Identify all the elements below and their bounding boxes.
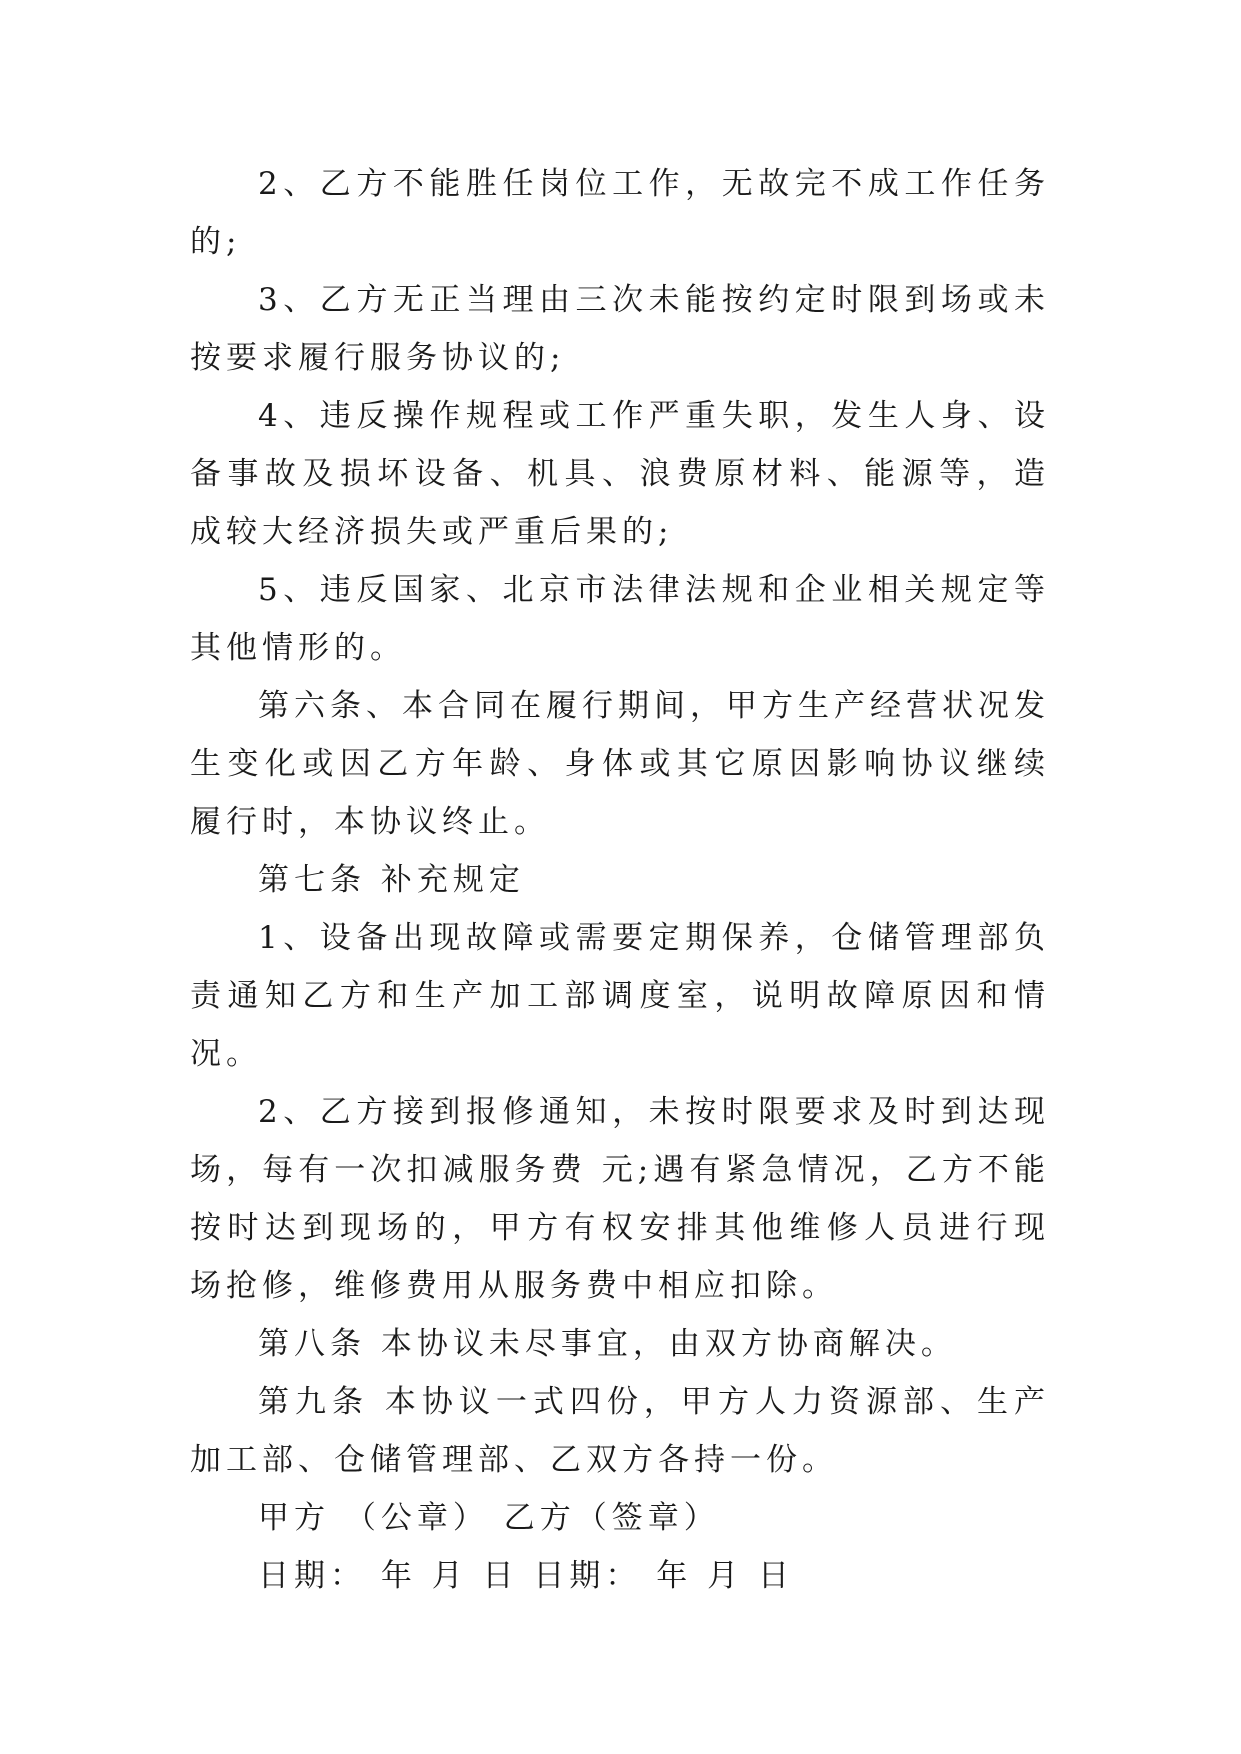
- article-9: 第九条 本协议一式四份，甲方人力资源部、生产加工部、仓储管理部、乙双方各持一份。: [190, 1384, 1050, 1478]
- clause-2-incompetence: 2、乙方不能胜任岗位工作，无故完不成工作任务的;: [190, 166, 1050, 260]
- article-8: 第八条 本协议未尽事宜，由双方协商解决。: [258, 1326, 957, 1362]
- date-line: 日期： 年 月 日 日期： 年 月 日: [258, 1558, 794, 1594]
- document-body: [190, 155, 1050, 1605]
- article-6: 第六条、本合同在履行期间，甲方生产经营状况发生变化或因乙方年龄、身体或其它原因影响协议继续履行时，本协议终止。: [190, 688, 1050, 840]
- article-7-item-1: 1、设备出现故障或需要定期保养，仓储管理部负责通知乙方和生产加工部调度室，说明故障原因和情况。: [190, 920, 1050, 1072]
- article-7-heading: 第七条 补充规定: [258, 862, 525, 898]
- signature-line: 甲方 （公章） 乙方（签章）: [258, 1500, 720, 1536]
- article-7-item-2: 2、乙方接到报修通知，未按时限要求及时到达现场，每有一次扣减服务费 元;遇有紧急情况，乙方不能按时达到现场的，甲方有权安排其他维修人员进行现场抢修，维修费用从服务费中相应扣除。: [190, 1094, 1050, 1304]
- clause-4-violation: 4、违反操作规程或工作严重失职，发生人身、设备事故及损坏设备、机具、浪费原材料、能源等，造成较大经济损失或严重后果的;: [190, 398, 1050, 550]
- clause-5-other: 5、违反国家、北京市法律法规和企业相关规定等其他情形的。: [190, 572, 1050, 666]
- clause-3-absence: 3、乙方无正当理由三次未能按约定时限到场或未按要求履行服务协议的;: [190, 282, 1050, 376]
